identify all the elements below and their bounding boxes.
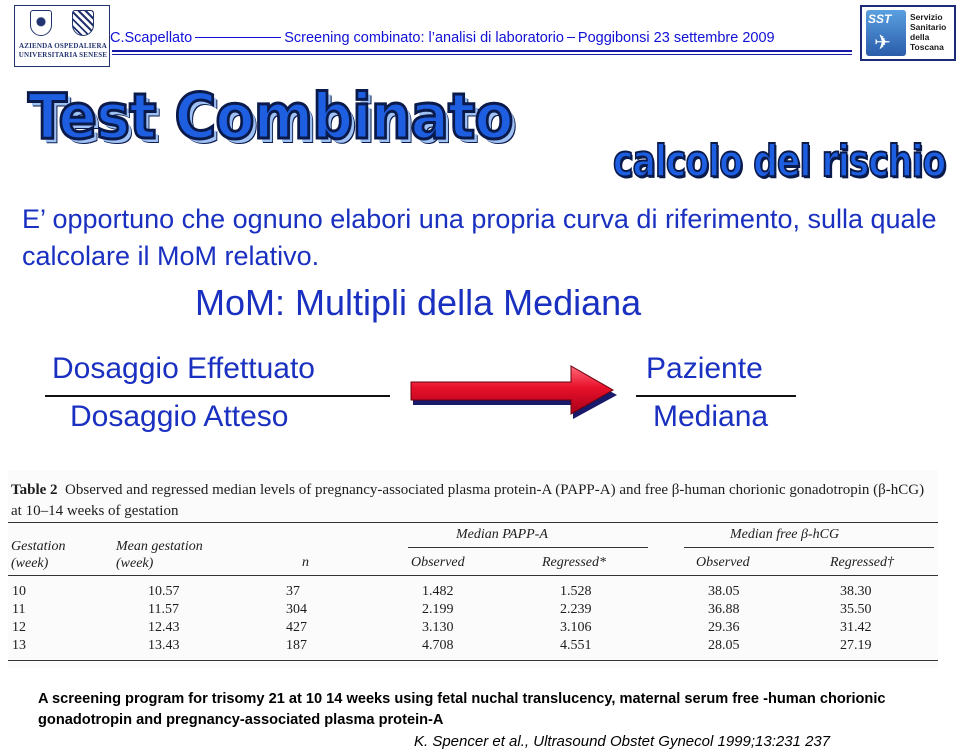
slide-subtitle: calcolo del rischio	[613, 136, 946, 187]
col-mean-gestation: Mean gestation (week)	[116, 539, 203, 571]
table-caption	[11, 480, 936, 522]
header-topic: Screening combinato: l’analisi di laboratorio	[284, 30, 564, 46]
col-bhcg-observed: Observed	[696, 555, 750, 570]
fraction-left-denominator: Dosaggio Atteso	[70, 400, 289, 433]
table-cell: 12	[12, 620, 26, 635]
group-underline-bhcg	[684, 547, 934, 548]
col-papp-a-observed: Observed	[411, 555, 465, 570]
table-cell: 11	[12, 602, 26, 617]
table-cell: 1.482	[422, 584, 454, 599]
table-cell: 31.42	[840, 620, 872, 635]
table-caption-text: Observed and regressed median levels of pregnancy-associated plasma protein-A (PAPP-A) and free β-human chorionic gonadotropin (β-hCG) at 10–14 weeks of gestation	[11, 482, 925, 519]
logo-text-line1: AZIENDA OSPEDALIERA	[18, 42, 107, 50]
fraction-left-bar	[45, 395, 390, 397]
header-rule-thin	[112, 54, 852, 55]
sst-logo-text: Servizio Sanitario della Toscana	[910, 12, 947, 52]
hospital-seal-icon	[72, 10, 94, 36]
group-underline-papp-a	[408, 547, 648, 548]
col-n: n	[302, 555, 309, 570]
col-gestation: Gestation (week)	[11, 539, 66, 571]
table-cell: 3.106	[560, 620, 592, 635]
col-papp-a-regressed: Regressed*	[542, 555, 607, 570]
table-label: Table 2	[11, 482, 58, 498]
table-cell: 38.30	[840, 584, 872, 599]
table-cell: 427	[286, 620, 307, 635]
table-cell: 187	[286, 638, 307, 653]
table-cell: 10.57	[148, 584, 180, 599]
right-arrow-icon	[407, 362, 619, 420]
table-cell: 28.05	[708, 638, 740, 653]
hospital-logo	[14, 5, 110, 67]
bird-icon: ✈	[874, 32, 891, 54]
slide-title: Test Combinato	[28, 80, 513, 153]
table-cell: 4.551	[560, 638, 592, 653]
fraction-left-numerator: Dosaggio Effettuato	[52, 352, 315, 385]
table-cell: 2.239	[560, 602, 592, 617]
table-cell: 12.43	[148, 620, 180, 635]
intro-paragraph: E’ opportuno che ognuno elabori una propria curva di riferimento, sulla quale calcolare il MoM relativo.	[22, 204, 937, 271]
group-header-bhcg: Median free β-hCG	[730, 527, 840, 542]
header-place-date: Poggibonsi 23 settembre 2009	[577, 30, 775, 46]
table-rule-header	[8, 575, 938, 576]
table-cell: 36.88	[708, 602, 740, 617]
table-cell: 13.43	[148, 638, 180, 653]
group-header-papp-a: Median PAPP-A	[456, 527, 548, 542]
table-cell: 11.57	[148, 602, 179, 617]
median-levels-table	[8, 470, 938, 668]
table-cell: 2.199	[422, 602, 454, 617]
table-cell: 10	[12, 584, 26, 599]
table-cell: 13	[12, 638, 26, 653]
table-cell: 27.19	[840, 638, 872, 653]
header-author: C.Scapellato	[110, 30, 193, 46]
table-cell: 304	[286, 602, 307, 617]
header-rule	[112, 50, 852, 52]
table-cell: 35.50	[840, 602, 872, 617]
table-cell: 29.36	[708, 620, 740, 635]
table-rule-bottom	[8, 660, 938, 661]
sst-mark-text: SST	[868, 12, 892, 26]
col-bhcg-regressed: Regressed†	[830, 555, 895, 570]
citation: K. Spencer et al., Ultrasound Obstet Gynecol 1999;13:231 237	[414, 733, 831, 750]
study-caption: A screening program for trisomy 21 at 10 14 weeks using fetal nuchal translucency, maternal serum free -human chorionic gonadotropin and pregnancy-associated plasma protein-A	[38, 691, 886, 728]
table-cell: 4.708	[422, 638, 454, 653]
university-seal-icon	[30, 10, 52, 36]
table-cell: 1.528	[560, 584, 592, 599]
sst-mark-icon	[866, 10, 906, 56]
table-cell: 37	[286, 584, 300, 599]
logo-text-line2: UNIVERSITARIA SENESE	[18, 51, 108, 59]
sst-logo	[860, 5, 956, 61]
fraction-right-bar	[636, 395, 796, 397]
table-cell: 3.130	[422, 620, 454, 635]
table-rule-top	[8, 522, 938, 523]
mom-heading: MoM: Multipli della Mediana	[195, 282, 642, 323]
header-text	[110, 30, 855, 46]
fraction-right-numerator: Paziente	[646, 352, 763, 385]
table-cell: 38.05	[708, 584, 740, 599]
fraction-right-denominator: Mediana	[653, 400, 769, 433]
